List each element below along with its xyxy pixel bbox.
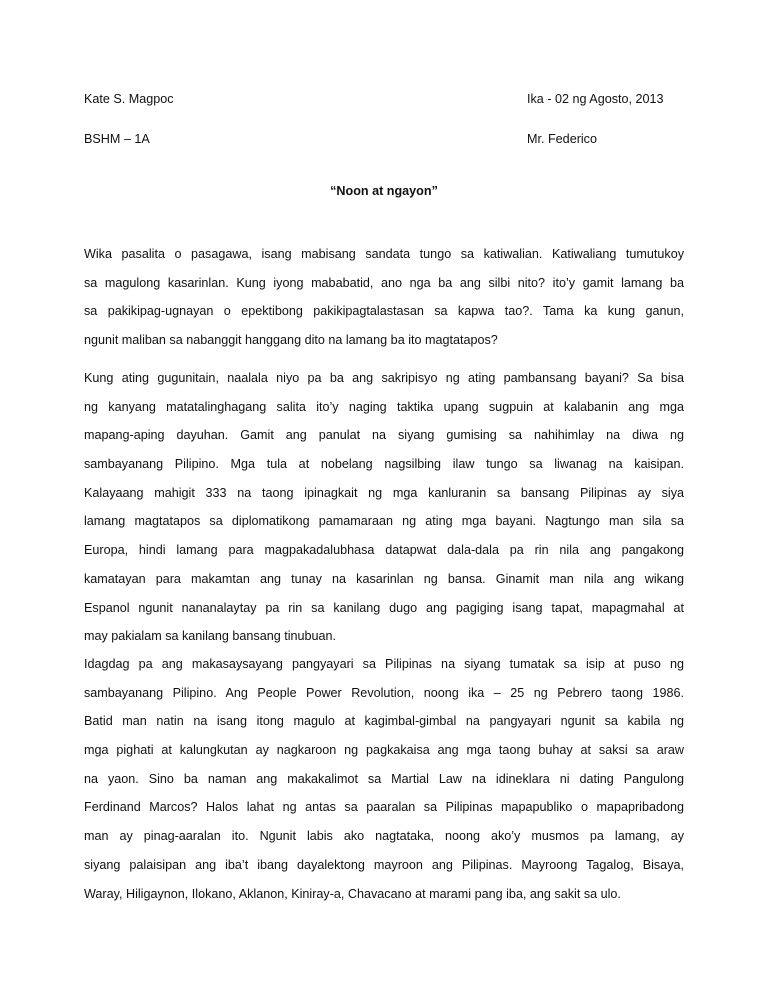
- text-line: kamatayan para makamtan ang tunay na kasarinlan ng bansa. Ginamit man nila ang wikang: [84, 571, 684, 586]
- text-line: sa magulong kasarinlan. Kung iyong mababatid, ano nga ba ang silbi nito? ito’y gamit lamang ba: [84, 275, 684, 290]
- text-line: ngunit maliban sa nabanggit hanggang dito na lamang ba ito magtatapos?: [84, 333, 498, 348]
- text-line: may pakialam sa kanilang bansang tinubuan.: [84, 629, 337, 644]
- text-line: mga pighati at kalungkutan ay nagkaroon ng pagkakaisa ang mga taong buhay at saksi sa araw: [84, 743, 684, 758]
- text-line: Ferdinand Marcos? Halos lahat ng antas sa paaralan sa Pilipinas mapapubliko o mapapribadong: [84, 800, 684, 815]
- section: BSHM – 1A: [84, 132, 150, 146]
- text-line: sambayanang Pilipino. Ang People Power Revolution, noong ika – 25 ng Pebrero taong 1986.: [84, 685, 684, 700]
- text-line: Waray, Hiligaynon, Ilokano, Aklanon, Kiniray-a, Chavacano at marami pang iba, ang sakit sa ulo.: [84, 886, 621, 901]
- author-name: Kate S. Magpoc: [84, 92, 174, 106]
- date: Ika - 02 ng Agosto, 2013: [527, 92, 664, 106]
- text-line: sambayanang Pilipino. Mga tula at nobelang nagsilbing ilaw tungo sa liwanag na kaisipan.: [84, 457, 684, 472]
- paragraph-3: [84, 650, 684, 908]
- text-line: siyang palaisipan ang iba’t ibang dayalektong mayroon ang Pilipinas. Mayroong Tagalog, Bisaya,: [84, 857, 684, 872]
- text-line: lamang magtatapos sa diplomatikong pamamaraan ng ating mga bayani. Nagtungo man sila sa: [84, 514, 684, 529]
- text-line: Europa, hindi lamang para magpakadalubhasa datapwat dala-dala pa rin nila ang pangakong: [84, 543, 684, 558]
- text-line: man ay pinag-aaralan ito. Ngunit labis ako nagtataka, noong ako’y musmos pa lamang, ay: [84, 829, 684, 844]
- document-title: “Noon at ngayon”: [330, 184, 438, 198]
- text-line: Batid man natin na isang itong magulo at kagimbal-gimbal na pangyayari ngunit sa kabila ng: [84, 714, 684, 729]
- text-line: mapang-aping dayuhan. Gamit ang panulat na siyang gumising sa nahihimlay na diwa ng: [84, 428, 684, 443]
- text-line: ng kanyang matatalinghagang salita ito’y naging taktika upang sugpuin at kalabanin ang mga: [84, 399, 684, 414]
- text-line: Wika pasalita o pasagawa, isang mabisang sandata tungo sa katiwalian. Katiwaliang tumutukoy: [84, 247, 684, 261]
- text-line: Espanol ngunit nananalaytay pa rin sa kanilang dugo ang pagiging isang tapat, mapagmahal at: [84, 600, 684, 615]
- text-line: na yaon. Sino ba naman ang makakalimot sa Martial Law na idineklara ni dating Pangulong: [84, 771, 684, 786]
- text-line: Kalayaang mahigit 333 na taong ipinagkait ng mga kanluranin sa bansang Pilipinas ay siya: [84, 485, 684, 500]
- paragraph-1: [84, 240, 684, 355]
- text-line: Kung ating gugunitain, naalala niyo pa ba ang sakripisyo ng ating pambansang bayani? Sa bisa: [84, 371, 684, 385]
- text-line: Idagdag pa ang makasaysayang pangyayari sa Pilipinas na siyang tumatak sa isip at puso ng: [84, 657, 684, 671]
- teacher-name: Mr. Federico: [527, 132, 597, 146]
- paragraph-2: [84, 364, 684, 651]
- text-line: sa pakikipag-ugnayan o epektibong pakikipagtalastasan sa kapwa tao?. Tama ka kung ganun,: [84, 304, 684, 319]
